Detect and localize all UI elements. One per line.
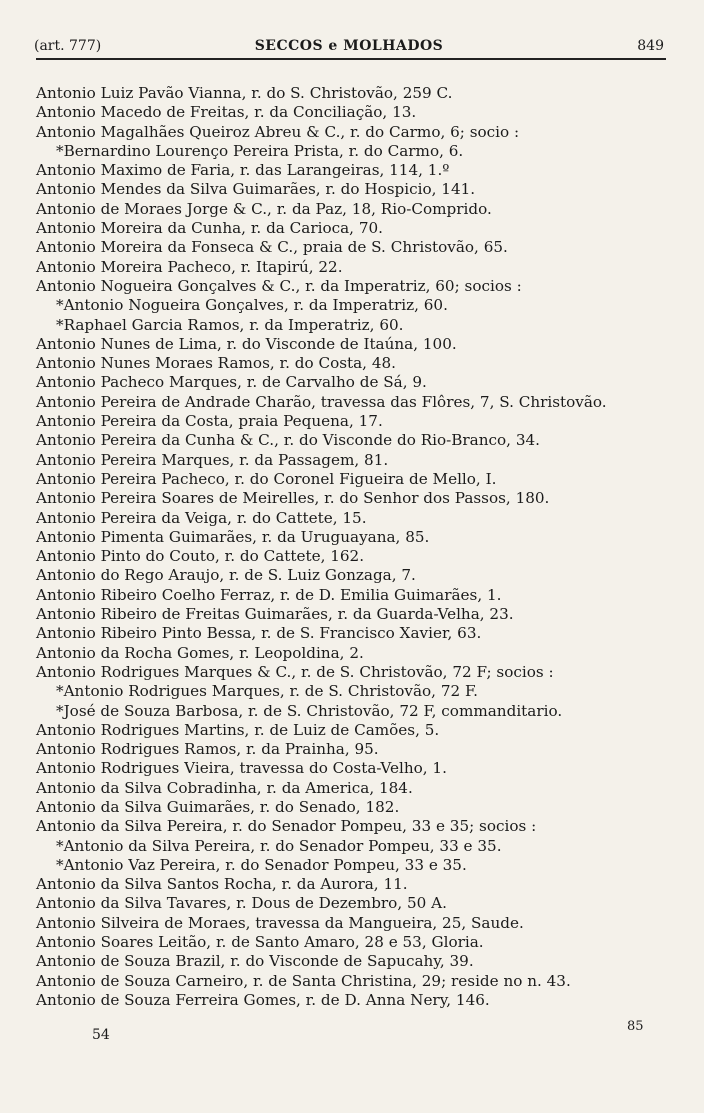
directory-entry: Antonio Pimenta Guimarães, r. da Uruguayana, 85. — [36, 527, 430, 546]
directory-entry: Antonio Magalhães Queiroz Abreu & C., r. do Carmo, 6; socio : — [36, 122, 520, 141]
directory-entry: Antonio Pereira Marques, r. da Passagem, 81. — [36, 450, 389, 469]
page-title: SECCOS e MOLHADOS — [254, 38, 444, 54]
directory-entry: Antonio Pacheco Marques, r. de Carvalho de Sá, 9. — [36, 373, 427, 392]
signature-mark: 54 — [92, 1027, 110, 1043]
directory-entry: Antonio Moreira da Fonseca & C., praia de S. Christovão, 65. — [36, 238, 508, 257]
directory-entry: Antonio Silveira de Moraes, travessa da Mangueira, 25, Saude. — [36, 913, 524, 932]
directory-entry: Antonio Soares Leitão, r. de Santo Amaro, 28 e 53, Gloria. — [36, 933, 484, 952]
directory-entry: Antonio Moreira da Cunha, r. da Carioca, 70. — [36, 219, 383, 238]
partner-entry: *José de Souza Barbosa, r. de S. Christovão, 72 F, commanditario. — [56, 701, 563, 720]
directory-entry: Antonio de Moraes Jorge & C., r. da Paz, 18, Rio-Comprido. — [36, 199, 492, 218]
directory-entry: Antonio Pereira Soares de Meirelles, r. do Senhor dos Passos, 180. — [36, 489, 550, 508]
partner-entry: *Antonio Rodrigues Marques, r. de S. Christovão, 72 F. — [56, 682, 478, 701]
directory-entry: Antonio Luiz Pavão Vianna, r. do S. Christovão, 259 C. — [36, 84, 453, 102]
directory-entry: Antonio Rodrigues Ramos, r. da Prainha, 95. — [36, 740, 379, 759]
directory-entry: Antonio Nunes de Lima, r. do Visconde de Itaúna, 100. — [36, 334, 457, 353]
directory-entry: Antonio Macedo de Freitas, r. da Conciliação, 13. — [36, 103, 417, 122]
directory-entry: Antonio Rodrigues Martins, r. de Luiz de Camões, 5. — [36, 720, 440, 739]
directory-entry: Antonio Pereira da Cunha & C., r. do Visconde do Rio-Branco, 34. — [36, 431, 540, 450]
directory-entry: Antonio da Silva Pereira, r. do Senador Pompeu, 33 e 35; socios : — [36, 817, 537, 836]
directory-entry: Antonio Rodrigues Marques & C., r. de S. Christovão, 72 F; socios : — [36, 662, 554, 681]
directory-entry: Antonio Moreira Pacheco, r. Itapirú, 22. — [36, 257, 343, 276]
directory-entry: Antonio da Silva Guimarães, r. do Senado, 182. — [36, 797, 400, 816]
directory-entry: Antonio de Souza Brazil, r. do Visconde de Sapucahy, 39. — [36, 952, 474, 971]
page-number: 849 — [637, 38, 664, 54]
partner-entry: *Antonio Vaz Pereira, r. do Senador Pompeu, 33 e 35. — [56, 855, 467, 874]
directory-entry: Antonio Maximo de Faria, r. das Larangeiras, 114, 1.º — [36, 161, 450, 180]
directory-entry: Antonio Ribeiro Pinto Bessa, r. de S. Francisco Xavier, 63. — [36, 624, 482, 643]
directory-entry: Antonio Pereira da Veiga, r. do Cattete, 15. — [36, 508, 367, 527]
directory-entry: Antonio Nunes Moraes Ramos, r. do Costa, 48. — [36, 354, 396, 373]
directory-entry: Antonio Ribeiro Coelho Ferraz, r. de D. Emilia Guimarães, 1. — [36, 585, 502, 604]
partner-entry: *Antonio Nogueira Gonçalves, r. da Imperatriz, 60. — [56, 296, 448, 315]
directory-entry: Antonio Pereira Pacheco, r. do Coronel Figueira de Mello, I. — [36, 469, 497, 488]
directory-entry: Antonio da Silva Tavares, r. Dous de Dezembro, 50 A. — [36, 894, 447, 913]
directory-entry: Antonio Rodrigues Vieira, travessa do Costa-Velho, 1. — [36, 759, 447, 778]
directory-entry: Antonio Pereira da Costa, praia Pequena, 17. — [36, 412, 383, 431]
partner-entry: *Raphael Garcia Ramos, r. da Imperatriz, 60. — [56, 315, 404, 334]
directory-entry: Antonio da Silva Santos Rocha, r. da Aurora, 11. — [36, 875, 408, 894]
directory-entry: Antonio Pinto do Couto, r. do Cattete, 162. — [36, 547, 365, 566]
header-rule — [36, 58, 666, 60]
page-header — [34, 36, 664, 58]
directory-entry: Antonio Mendes da Silva Guimarães, r. do Hospicio, 141. — [36, 180, 476, 199]
directory-entry: Antonio Pereira de Andrade Charão, travessa das Flôres, 7, S. Christovão. — [36, 392, 607, 411]
directory-entry: Antonio de Souza Ferreira Gomes, r. de D. Anna Nery, 146. — [36, 990, 490, 1009]
partner-entry: *Bernardino Lourenço Pereira Prista, r. do Carmo, 6. — [56, 141, 464, 160]
directory-entry: Antonio Ribeiro de Freitas Guimarães, r. da Guarda-Velha, 23. — [36, 605, 514, 624]
directory-entry: Antonio Nogueira Gonçalves & C., r. da Imperatriz, 60; socios : — [36, 276, 522, 295]
directory-entry: Antonio de Souza Carneiro, r. de Santa Christina, 29; reside no n. 43. — [36, 971, 571, 990]
footer-number: 85 — [627, 1019, 644, 1034]
directory-entry: Antonio do Rego Araujo, r. de S. Luiz Gonzaga, 7. — [36, 566, 416, 585]
directory-entry: Antonio da Silva Cobradinha, r. da America, 184. — [36, 778, 413, 797]
directory-entry: Antonio da Rocha Gomes, r. Leopoldina, 2. — [36, 643, 364, 662]
partner-entry: *Antonio da Silva Pereira, r. do Senador Pompeu, 33 e 35. — [56, 836, 502, 855]
directory-entries — [36, 84, 691, 1010]
article-reference: (art. 777) — [34, 38, 102, 54]
